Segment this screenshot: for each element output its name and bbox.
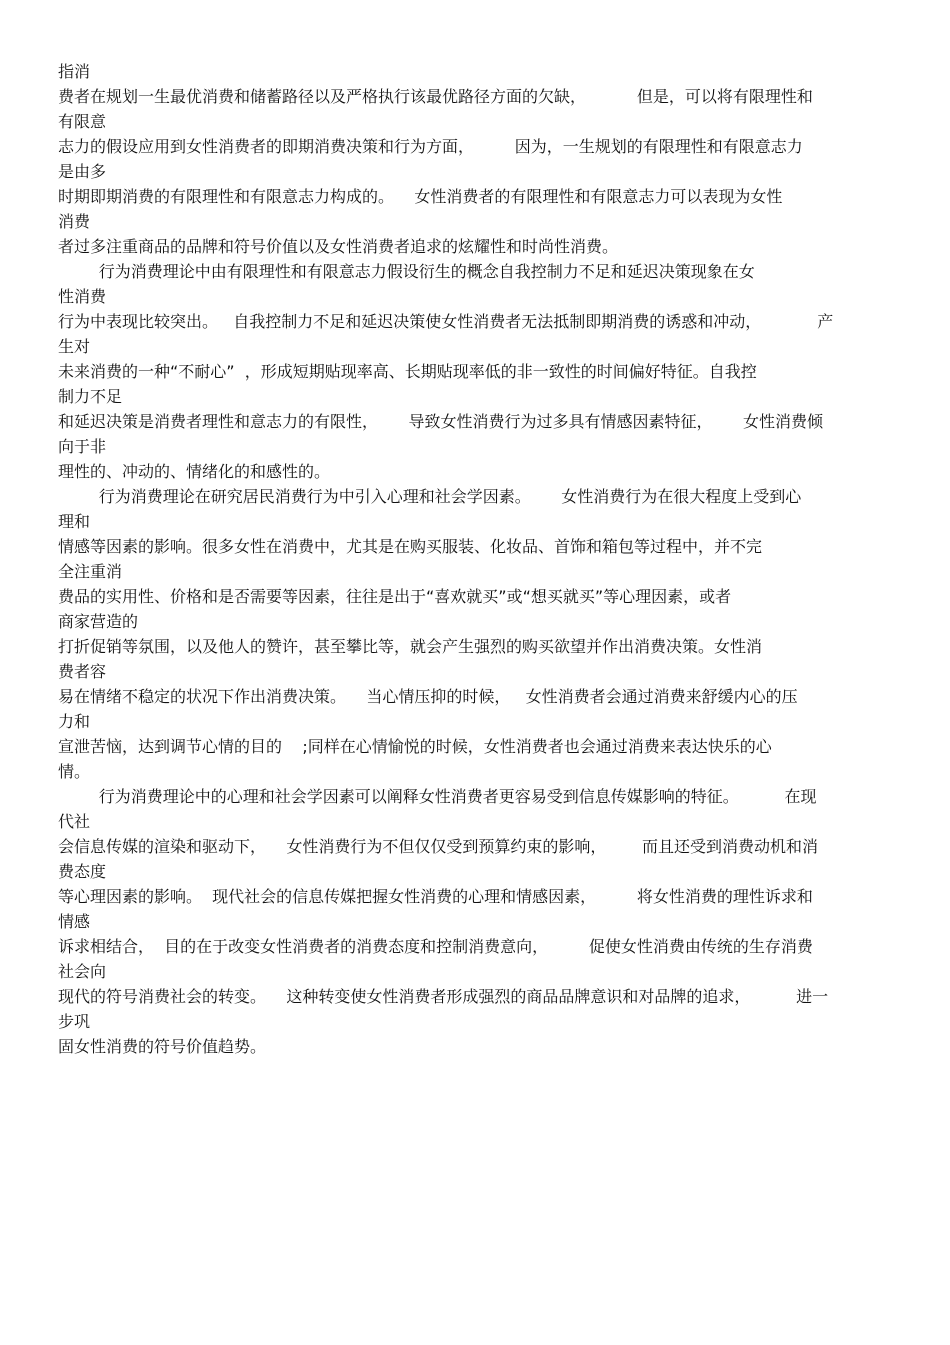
text-line: 生对 bbox=[58, 337, 91, 356]
text-line: 全注重消 bbox=[58, 562, 123, 581]
text-line: 等心理因素的影响。 现代社会的信息传媒把握女性消费的心理和情感因素， 将女性消费的理性诉求和 bbox=[58, 887, 813, 906]
text-line: 志力的假设应用到女性消费者的即期消费决策和行为方面， 因为，一生规划的有限理性和有限意志力 bbox=[58, 137, 803, 156]
text-line: 理和 bbox=[58, 512, 91, 531]
text-line: 行为消费理论中的心理和社会学因素可以阐释女性消费者更容易受到信息传媒影响的特征。 在现 bbox=[58, 787, 817, 806]
text-line: 社会向 bbox=[58, 962, 107, 981]
text-line: 费品的实用性、价格和是否需要等因素，往往是出于“喜欢就买”或“想买就买”等心理因素，或者 bbox=[58, 587, 732, 606]
text-line: 时期即期消费的有限理性和有限意志力构成的。 女性消费者的有限理性和有限意志力可以表现为女性 bbox=[58, 187, 783, 206]
text-line: 和延迟决策是消费者理性和意志力的有限性， 导致女性消费行为过多具有情感因素特征， 女性消费倾 bbox=[58, 412, 824, 431]
text-line: 有限意 bbox=[58, 112, 107, 131]
text-line: 打折促销等氛围，以及他人的赞许，甚至攀比等，就会产生强烈的购买欲望并作出消费决策。女性消 bbox=[58, 637, 763, 656]
text-line: 理性的、冲动的、情绪化的和感性的。 bbox=[58, 462, 331, 481]
text-line: 步巩 bbox=[58, 1012, 91, 1031]
text-line: 制力不足 bbox=[58, 387, 123, 406]
text-line: 固女性消费的符号价值趋势。 bbox=[58, 1037, 267, 1056]
text-line: 向于非 bbox=[58, 437, 107, 456]
text-line: 费态度 bbox=[58, 862, 107, 881]
text-line: 未来消费的一种“不耐心” ，形成短期贴现率高、长期贴现率低的非一致性的时间偏好特征。自我控 bbox=[58, 362, 757, 381]
text-line: 费者在规划一生最优消费和储蓄路径以及严格执行该最优路径方面的欠缺， 但是，可以将有限理性和 bbox=[58, 87, 813, 106]
text-line: 指消 bbox=[58, 62, 91, 81]
text-line: 消费 bbox=[58, 212, 91, 231]
text-line: 行为中表现比较突出。 自我控制力不足和延迟决策使女性消费者无法抵制即期消费的诱惑和冲动， 产 bbox=[58, 312, 834, 331]
text-line: 现代的符号消费社会的转变。 这种转变使女性消费者形成强烈的商品品牌意识和对品牌的追求， 进一 bbox=[58, 987, 829, 1006]
text-line: 会信息传媒的渲染和驱动下， 女性消费行为不但仅仅受到预算约束的影响， 而且还受到消费动机和消 bbox=[58, 837, 818, 856]
text-line: 行为消费理论在研究居民消费行为中引入心理和社会学因素。 女性消费行为在很大程度上受到心 bbox=[58, 487, 802, 506]
text-line: 易在情绪不稳定的状况下作出消费决策。 当心情压抑的时候， 女性消费者会通过消费来舒缓内心的压 bbox=[58, 687, 798, 706]
text-line: 性消费 bbox=[58, 287, 107, 306]
text-line: 情感 bbox=[58, 912, 91, 931]
text-line: 是由多 bbox=[58, 162, 107, 181]
text-line: 力和 bbox=[58, 712, 91, 731]
text-line: 代社 bbox=[58, 812, 91, 831]
text-line: 者过多注重商品的品牌和符号价值以及女性消费者追求的炫耀性和时尚性消费。 bbox=[58, 237, 619, 256]
text-line: 宣泄苦恼，达到调节心情的目的 ;同样在心情愉悦的时候，女性消费者也会通过消费来表达快乐的心 bbox=[58, 737, 772, 756]
text-line: 情。 bbox=[58, 762, 91, 781]
text-line: 诉求相结合， 目的在于改变女性消费者的消费态度和控制消费意向， 促使女性消费由传统的生存消费 bbox=[58, 937, 813, 956]
text-line: 情感等因素的影响。很多女性在消费中，尤其是在购买服装、化妆品、首饰和箱包等过程中，并不完 bbox=[58, 537, 763, 556]
text-line: 商家营造的 bbox=[58, 612, 139, 631]
text-line: 费者容 bbox=[58, 662, 107, 681]
text-line: 行为消费理论中由有限理性和有限意志力假设衍生的概念自我控制力不足和延迟决策现象在女 bbox=[58, 262, 755, 281]
